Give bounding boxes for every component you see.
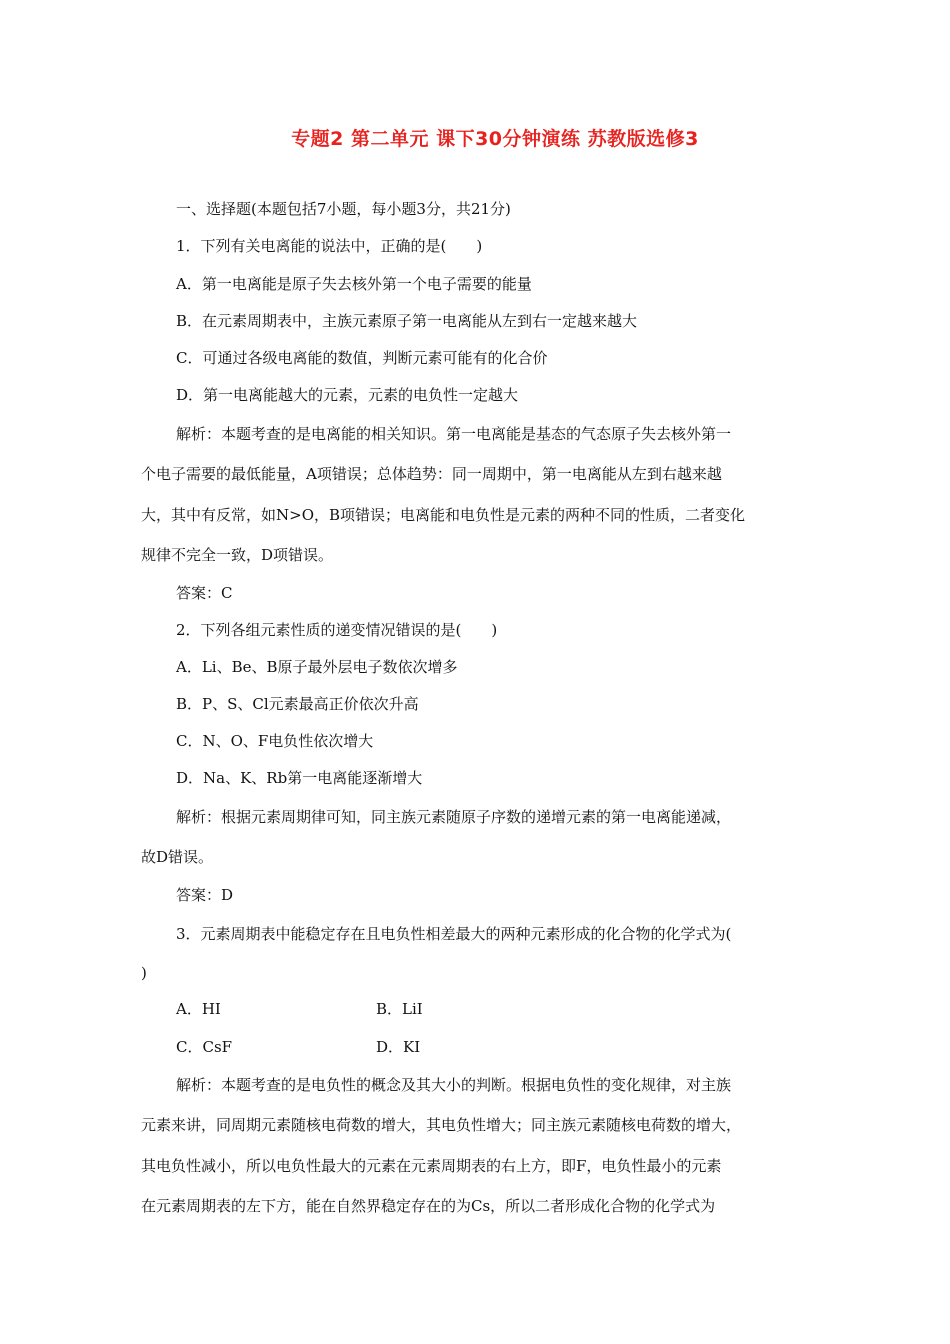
question-2-analysis-line: 解析：根据元素周期律可知，同主族元素随原子序数的递增元素的第一电离能递减，	[176, 808, 732, 826]
question-2-stem: 2．下列各组元素性质的递变情况错误的是( )	[176, 621, 498, 639]
question-1-analysis-line: 解析：本题考查的是电离能的相关知识。第一电离能是基态的气态原子失去核外第一	[176, 425, 732, 443]
question-1-option-d: D．第一电离能越大的元素，元素的电负性一定越大	[176, 386, 519, 404]
question-3-analysis-line: 解析：本题考查的是电负性的概念及其大小的判断。根据电负性的变化规律，对主族	[176, 1076, 732, 1094]
question-2-analysis-line: 故D错误。	[141, 848, 214, 866]
question-2-option-c: C．N、O、F电负性依次增大	[176, 732, 374, 750]
question-1-option-c: C．可通过各级电离能的数值，判断元素可能有的化合价	[176, 349, 548, 367]
question-2-answer: 答案：D	[176, 886, 234, 904]
question-3-analysis-line: 在元素周期表的左下方，能在自然界稳定存在的为Cs，所以二者形成化合物的化学式为	[141, 1197, 716, 1215]
question-2-option-b: B．P、S、Cl元素最高正价依次升高	[176, 695, 419, 713]
document-title: 专题2 第二单元 课下30分钟演练 苏教版选修3	[291, 128, 699, 150]
question-2-option-a: A．Li、Be、B原子最外层电子数依次增多	[176, 658, 458, 676]
question-3-option-b: B．LiI	[376, 1000, 423, 1018]
question-1-analysis-line: 大，其中有反常，如N>O，B项错误；电离能和电负性是元素的两种不同的性质，二者变化	[141, 506, 746, 524]
question-3-option-c: C．CsF	[176, 1038, 233, 1056]
question-3-analysis-line: 元素来讲，同周期元素随核电荷数的增大，其电负性增大；同主族元素随核电荷数的增大，	[141, 1116, 742, 1134]
question-1-option-a: A．第一电离能是原子失去核外第一个电子需要的能量	[176, 275, 532, 293]
question-1-stem: 1．下列有关电离能的说法中，正确的是( )	[176, 237, 483, 255]
question-3-option-d: D．KI	[376, 1038, 421, 1056]
question-3-analysis-line: 其电负性减小，所以电负性最大的元素在元素周期表的右上方，即F，电负性最小的元素	[141, 1157, 722, 1175]
question-3-stem-continuation: )	[141, 964, 147, 982]
question-3-stem: 3．元素周期表中能稳定存在且电负性相差最大的两种元素形成的化合物的化学式为(	[176, 925, 732, 943]
section-heading: 一、选择题(本题包括7小题，每小题3分，共21分)	[176, 200, 511, 218]
question-1-option-b: B．在元素周期表中，主族元素原子第一电离能从左到右一定越来越大	[176, 312, 638, 330]
question-2-option-d: D．Na、K、Rb第一电离能逐渐增大	[176, 769, 423, 787]
question-3-option-a: A．HI	[176, 1000, 221, 1018]
question-1-analysis-line: 规律不完全一致，D项错误。	[141, 546, 334, 564]
question-1-analysis-line: 个电子需要的最低能量，A项错误；总体趋势：同一周期中，第一电离能从左到右越来越	[141, 465, 722, 483]
question-1-answer: 答案：C	[176, 584, 233, 602]
